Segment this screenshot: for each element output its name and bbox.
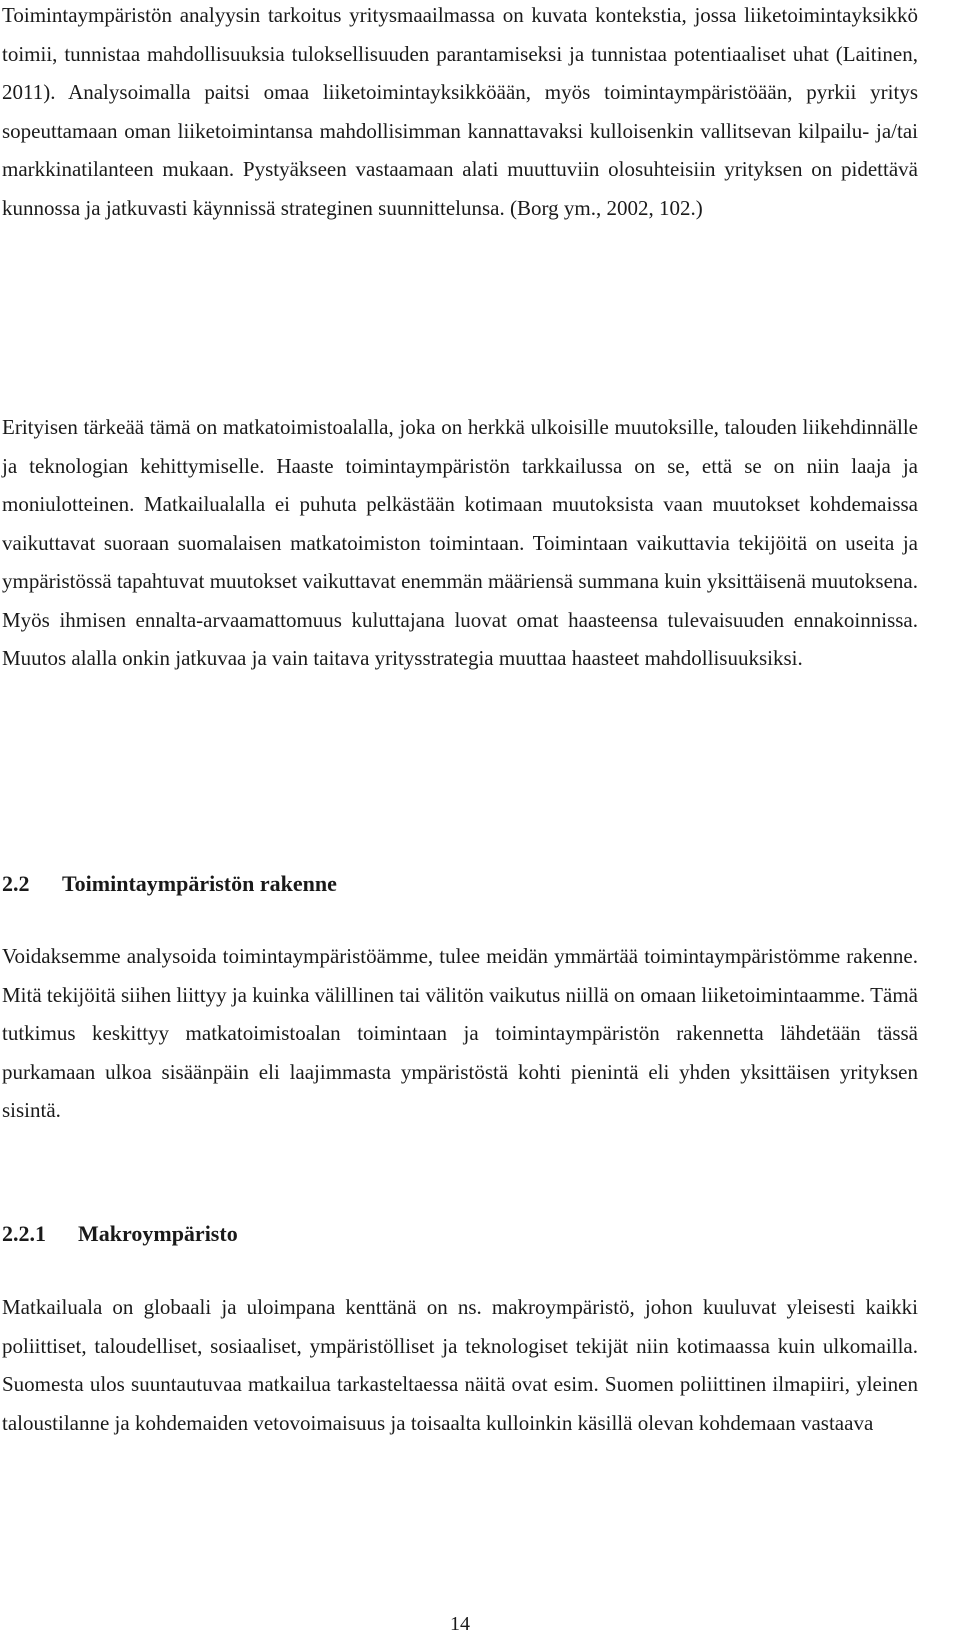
subsection-heading: [2, 1219, 238, 1249]
section-number: 2.2: [2, 871, 30, 896]
body-paragraph: Toimintaympäristön analyysin tarkoitus yritysmaailmassa on kuvata kontekstia, jossa liiketoimintayksikkö toimii, tunnistaa mahdollisuuksia tuloksellisuuden parantamiseksi ja tunnistaa potentiaaliset uhat (Laitinen, 2011). Analysoimalla paitsi omaa liiketoimintayksikköään, myös toimintaympäristöään, pyrkii yritys sopeuttamaan oman liiketoimintansa mahdollisimman kannattavaksi kulloisenkin vallitsevan kilpailu- ja/tai markkinatilanteen mukaan. Pystyäkseen vastaamaan alati muuttuviin olosuhteisiin yrityksen on pidettävä kunnossa ja jatkuvasti käynnissä strateginen suunnittelunsa. (Borg ym., 2002, 102.): [2, 3, 918, 220]
body-paragraph: Matkailuala on globaali ja uloimpana kenttänä on ns. makroympäristö, johon kuuluvat yleisesti kaikki poliittiset, taloudelliset, sosiaaliset, ympäristölliset ja teknologiset tekijät niin kotimaassa kuin ulkomailla. Suomesta ulos suuntautuvaa matkailua tarkasteltaessa näitä ovat esim. Suomen poliittinen ilmapiiri, yleinen taloustilanne ja kohdemaiden vetovoimaisuus ja toisaalta kulloinkin käsillä olevan kohdemaan vastaava: [2, 1295, 918, 1435]
subsection-number: 2.2.1: [2, 1221, 46, 1246]
section-title: Toimintaympäristön rakenne: [62, 871, 337, 896]
body-paragraph: Erityisen tärkeää tämä on matkatoimistoalalla, joka on herkkä ulkoisille muutoksille, talouden liikehdinnälle ja teknologian kehittymiselle. Haaste toimintaympäristön tarkkailussa on se, että se on niin laaja ja moniulotteinen. Matkailualalla ei puhuta pelkästään kotimaan muutoksista vaan muutokset kohdemaissa vaikuttavat suoraan suomalaisen matkatoimiston toimintaan. Toimintaan vaikuttavia tekijöitä on useita ja ympäristössä tapahtuvat muutokset vaikuttavat enemmän määriensä summana kuin yksittäisenä muutoksena. Myös ihmisen ennalta-arvaamattomuus kuluttajana luovat omat haasteensa tulevaisuuden ennakoinnissa. Muutos alalla onkin jatkuvaa ja vain taitava yritysstrategia muuttaa haasteet mahdollisuuksiksi.: [2, 415, 918, 670]
body-paragraph: Voidaksemme analysoida toimintaympäristöämme, tulee meidän ymmärtää toimintaympäristömme rakenne. Mitä tekijöitä siihen liittyy ja kuinka välillinen tai välitön vaikutus niillä on omaan liiketoimintaamme. Tämä tutkimus keskittyy matkatoimistoalan toimintaan ja toimintaympäristön rakennetta lähdetään tässä purkamaan ulkoa sisäänpäin eli laajimmasta ympäristöstä kohti pienintä eli yhden yksittäisen yrityksen sisintä.: [2, 944, 918, 1122]
section-heading: [2, 869, 337, 899]
subsection-title: Makroympäristo: [78, 1221, 238, 1246]
page-number: 14: [450, 1613, 470, 1635]
